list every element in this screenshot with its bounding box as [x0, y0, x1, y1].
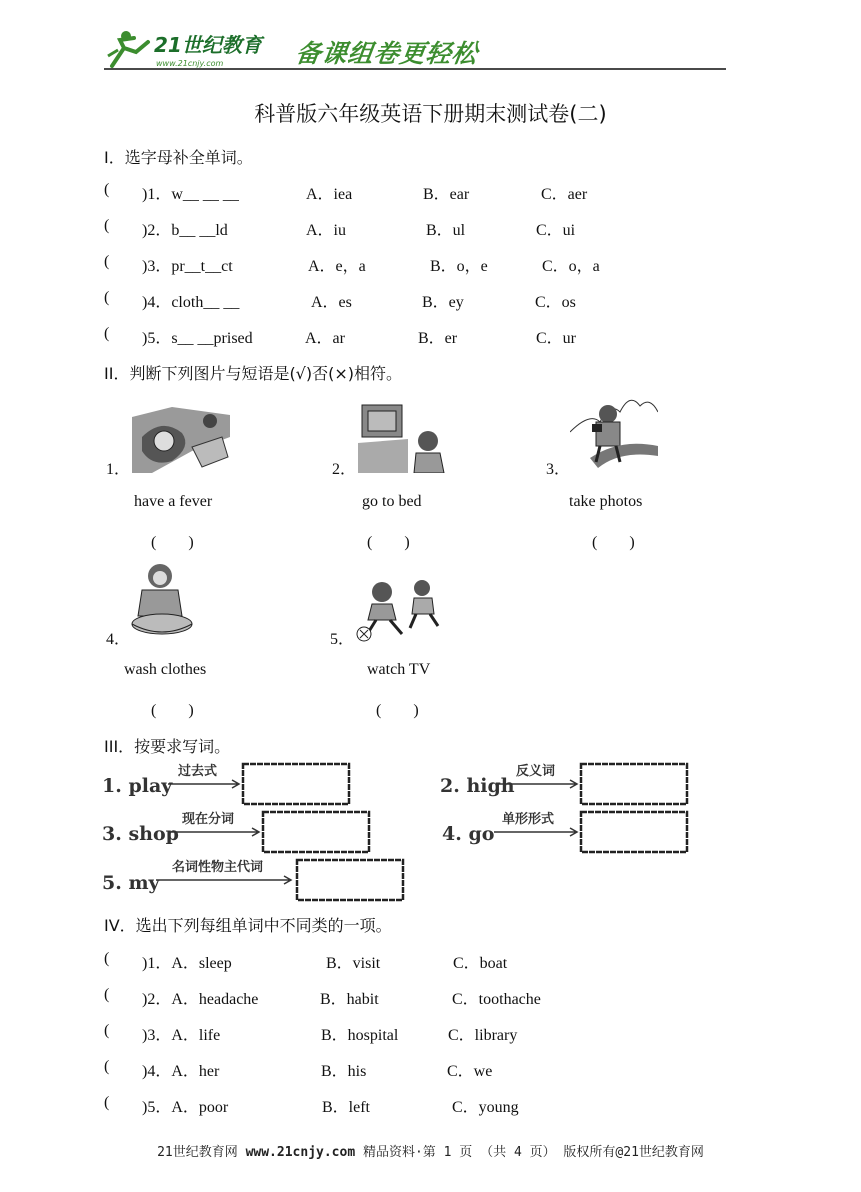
arrow-1	[168, 780, 239, 788]
option-c: C．toothache	[452, 991, 541, 1008]
picture-number: 5．	[330, 631, 355, 648]
option-b: B．left	[322, 1099, 370, 1116]
answer-paren: (	[104, 217, 110, 234]
footer-suffix: 精品资料·第 1 页 （共 4 页） 版权所有@21世纪教育网	[355, 1145, 704, 1160]
item-question: )3．pr__t__ct	[142, 258, 233, 275]
option-a: A．e，a	[308, 258, 366, 275]
answer-box-4[interactable]	[581, 812, 687, 852]
option-b: B．his	[321, 1063, 367, 1080]
option-a: A．iu	[306, 222, 347, 239]
option-a: A．iea	[306, 186, 353, 203]
option-c: C．library	[448, 1027, 518, 1044]
item-question: )1．w__ __ __	[142, 186, 239, 203]
option-b: B．habit	[320, 991, 379, 1008]
sick-person-picture	[132, 407, 230, 473]
washing-picture	[126, 560, 196, 642]
picture-phrase: wash clothes	[124, 661, 207, 678]
arrow-4	[494, 828, 577, 836]
option-b: B．hospital	[321, 1027, 399, 1044]
answer-box-5[interactable]	[297, 860, 403, 900]
answer-blank: ( )	[592, 534, 635, 551]
picture-number: 1．	[106, 461, 131, 478]
item-question: )4．A．her	[142, 1063, 220, 1080]
picture-number: 4．	[106, 631, 131, 648]
logo-url: www.21cnjy.com	[156, 59, 224, 68]
option-c: C．os	[535, 294, 576, 311]
answer-paren: (	[104, 181, 110, 198]
header-divider	[104, 68, 726, 70]
picture-phrase: watch TV	[367, 661, 431, 678]
answer-box-3[interactable]	[263, 812, 369, 852]
option-c: C．boat	[453, 955, 508, 972]
option-b: B．er	[418, 330, 458, 347]
item-question: )3．A．life	[142, 1027, 221, 1044]
picture-number: 3．	[546, 461, 571, 478]
answer-paren: (	[104, 289, 110, 306]
word-play: 1. play	[102, 775, 173, 797]
picture-phrase: take photos	[569, 493, 643, 510]
word-my: 5. my	[102, 872, 160, 894]
picture-phrase: go to bed	[362, 493, 422, 510]
page-title: 科普版六年级英语下册期末测试卷(二)	[254, 102, 607, 126]
answer-blank: ( )	[376, 702, 419, 719]
rule-past-tense: 过去式	[178, 764, 218, 779]
option-b: B．ul	[426, 222, 466, 239]
answer-paren: (	[104, 325, 110, 342]
word-shop: 3. shop	[102, 823, 179, 845]
answer-paren: (	[104, 986, 110, 1003]
section-1-heading: I．选字母补全单词。	[104, 148, 253, 167]
picture-number: 2．	[332, 461, 357, 478]
answer-blank: ( )	[151, 534, 194, 551]
option-c: C．ui	[536, 222, 576, 239]
option-c: C．we	[447, 1063, 493, 1080]
item-question: )1．A．sleep	[142, 955, 232, 972]
rule-present-participle: 现在分词	[182, 812, 235, 827]
item-question: )4．cloth__ __	[142, 294, 240, 311]
option-b: B．ey	[422, 294, 464, 311]
section-2-heading: II．判断下列图片与短语是(√)否(×)相符。	[104, 364, 403, 383]
site-logo	[104, 26, 294, 72]
option-c: C．aer	[541, 186, 588, 203]
footer-prefix: 21世纪教育网	[157, 1145, 246, 1160]
answer-blank: ( )	[151, 702, 194, 719]
answer-paren: (	[104, 1094, 110, 1111]
playing-football-picture	[356, 574, 448, 642]
rule-singular-form: 单形形式	[502, 812, 555, 827]
answer-blank: ( )	[367, 534, 410, 551]
option-b: B．visit	[326, 955, 381, 972]
word-high: 2. high	[440, 775, 515, 797]
option-a: A．ar	[305, 330, 345, 347]
word-go: 4. go	[442, 823, 495, 845]
option-c: C．ur	[536, 330, 577, 347]
item-question: )5．A．poor	[142, 1099, 229, 1116]
option-a: A．es	[311, 294, 352, 311]
header-slogan: 备课组卷更轻松	[293, 39, 480, 68]
picture-phrase: have a fever	[134, 493, 213, 510]
option-b: B．ear	[423, 186, 470, 203]
section-3-heading: III．按要求写词。	[104, 737, 231, 756]
option-c: C．o，a	[542, 258, 600, 275]
answer-paren: (	[104, 1022, 110, 1039]
item-question: )5．s__ __prised	[142, 330, 253, 347]
photographer-picture	[570, 392, 658, 472]
answer-paren: (	[104, 950, 110, 967]
page-footer	[0, 1141, 861, 1160]
rule-possessive-pronoun: 名词性物主代词	[172, 860, 264, 875]
answer-paren: (	[104, 253, 110, 270]
item-question: )2．A．headache	[142, 991, 259, 1008]
answer-box-2[interactable]	[581, 764, 687, 804]
logo-text: 21世纪教育	[154, 33, 262, 57]
word-form-exercise	[102, 760, 702, 902]
item-question: )2．b__ __ld	[142, 222, 228, 239]
rule-antonym: 反义词	[516, 764, 556, 779]
arrow-3	[168, 828, 259, 836]
footer-site-link[interactable]: www.21cnjy.com	[245, 1145, 356, 1160]
option-b: B．o，e	[430, 258, 488, 275]
option-c: C．young	[452, 1099, 519, 1116]
arrow-5	[156, 876, 291, 884]
answer-paren: (	[104, 1058, 110, 1075]
answer-box-1[interactable]	[243, 764, 349, 804]
section-4-heading: IV．选出下列每组单词中不同类的一项。	[104, 916, 392, 935]
tv-watching-picture	[358, 403, 446, 473]
